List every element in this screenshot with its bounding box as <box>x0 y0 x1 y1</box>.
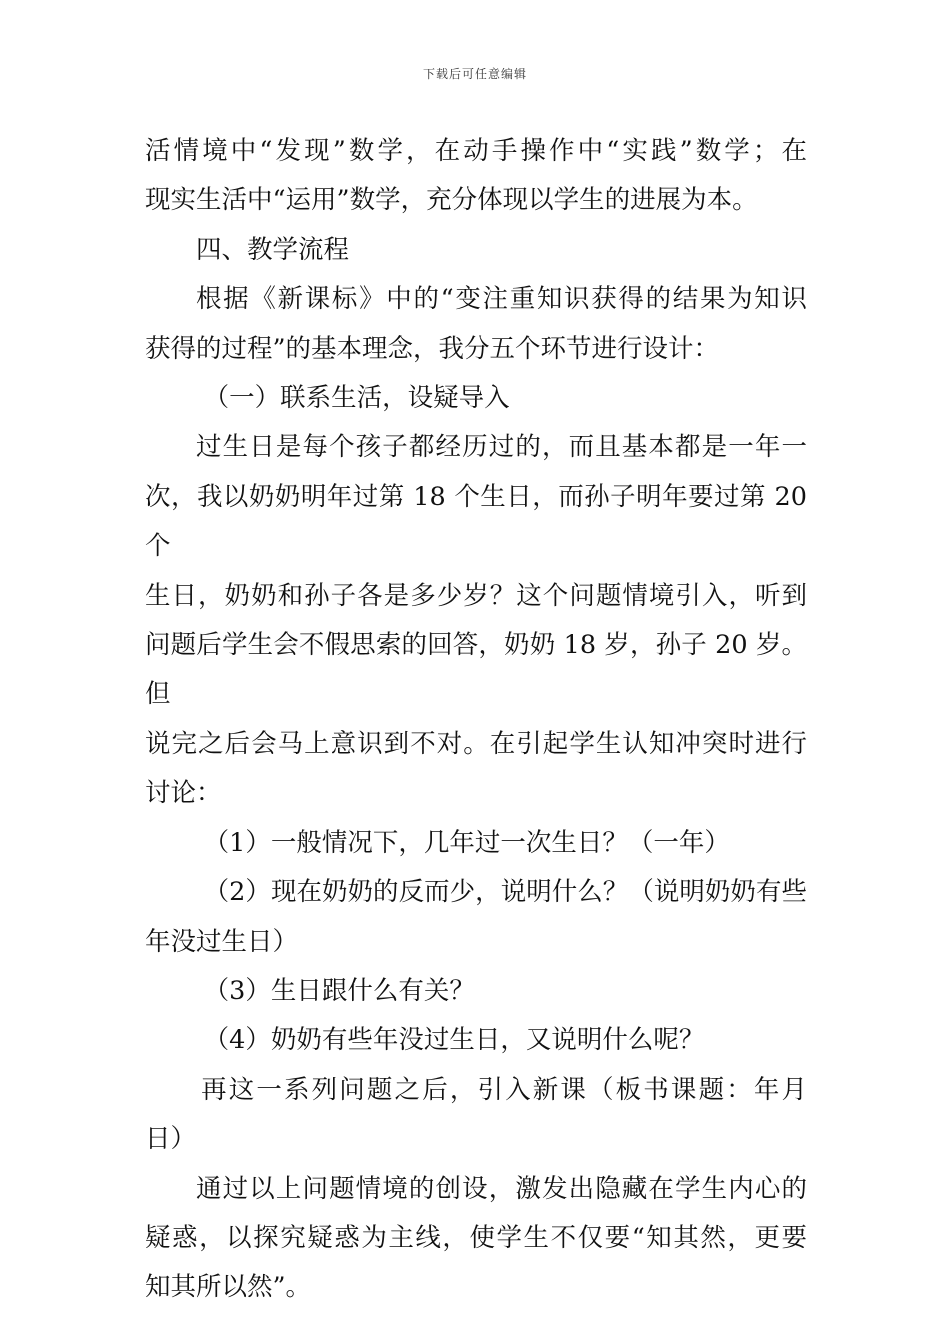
subheading-text: （一）联系生活，设疑导入 <box>203 383 510 414</box>
text-line: （4）奶奶有些年没过生日，又说明什么呢？ <box>203 1025 705 1056</box>
section-heading <box>145 226 807 275</box>
page-header: 下载后可任意编辑 <box>422 67 527 81</box>
paragraph-new-lesson <box>145 1066 807 1165</box>
text-line: 知其所以然”。 <box>145 1272 312 1303</box>
text-line: 讨论： <box>145 778 222 809</box>
text-line: 年没过生日） <box>145 926 299 957</box>
question-item <box>145 1016 807 1065</box>
paragraph-birthday <box>145 423 807 818</box>
text-line: 获得的过程”的基本理念，我分五个环节进行设计： <box>145 333 720 364</box>
text-line: （1）一般情况下，几年过一次生日？（一年） <box>203 827 730 858</box>
question-item <box>145 868 807 967</box>
paragraph-new-standard <box>145 275 807 374</box>
text-line: 问题后学生会不假思索的回答，奶奶 18 岁，孙子 20 岁。但 <box>145 630 807 710</box>
text-line: 疑惑，以探究疑惑为主线，使学生不仅要“知其然，更要 <box>145 1222 807 1253</box>
text-line: 现实生活中“运用”数学，充分体现以学生的进展为本。 <box>145 185 758 216</box>
document-body <box>145 127 807 1313</box>
text-line: 日） <box>145 1124 197 1155</box>
text-line: 再这一系列问题之后，引入新课（板书课题：年月 <box>201 1074 807 1105</box>
text-line: 通过以上问题情境的创设，激发出隐藏在学生内心的 <box>196 1173 807 1204</box>
text-line: （2）现在奶奶的反而少，说明什么？（说明奶奶有些 <box>203 877 807 908</box>
text-line: （3）生日跟什么有关？ <box>203 975 475 1006</box>
text-line: 生日，奶奶和孙子各是多少岁？这个问题情境引入，听到 <box>145 580 807 611</box>
paragraph-summary <box>145 1165 807 1313</box>
heading-text: 四、教学流程 <box>196 234 350 265</box>
question-item <box>145 819 807 868</box>
text-line: 活情境中“发现”数学，在动手操作中“实践”数学；在 <box>145 136 807 166</box>
paragraph-intro-continued <box>145 127 807 226</box>
text-line: 说完之后会马上意识到不对。在引起学生认知冲突时进行 <box>145 728 807 759</box>
subsection-heading <box>145 374 807 423</box>
text-line: 次，我以奶奶明年过第 18 个生日，而孙子明年要过第 20 个 <box>145 481 807 562</box>
text-line: 过生日是每个孩子都经历过的，而且基本都是一年一 <box>196 432 807 463</box>
text-line: 根据《新课标》中的“变注重知识获得的结果为知识 <box>196 284 807 315</box>
question-item <box>145 967 807 1016</box>
